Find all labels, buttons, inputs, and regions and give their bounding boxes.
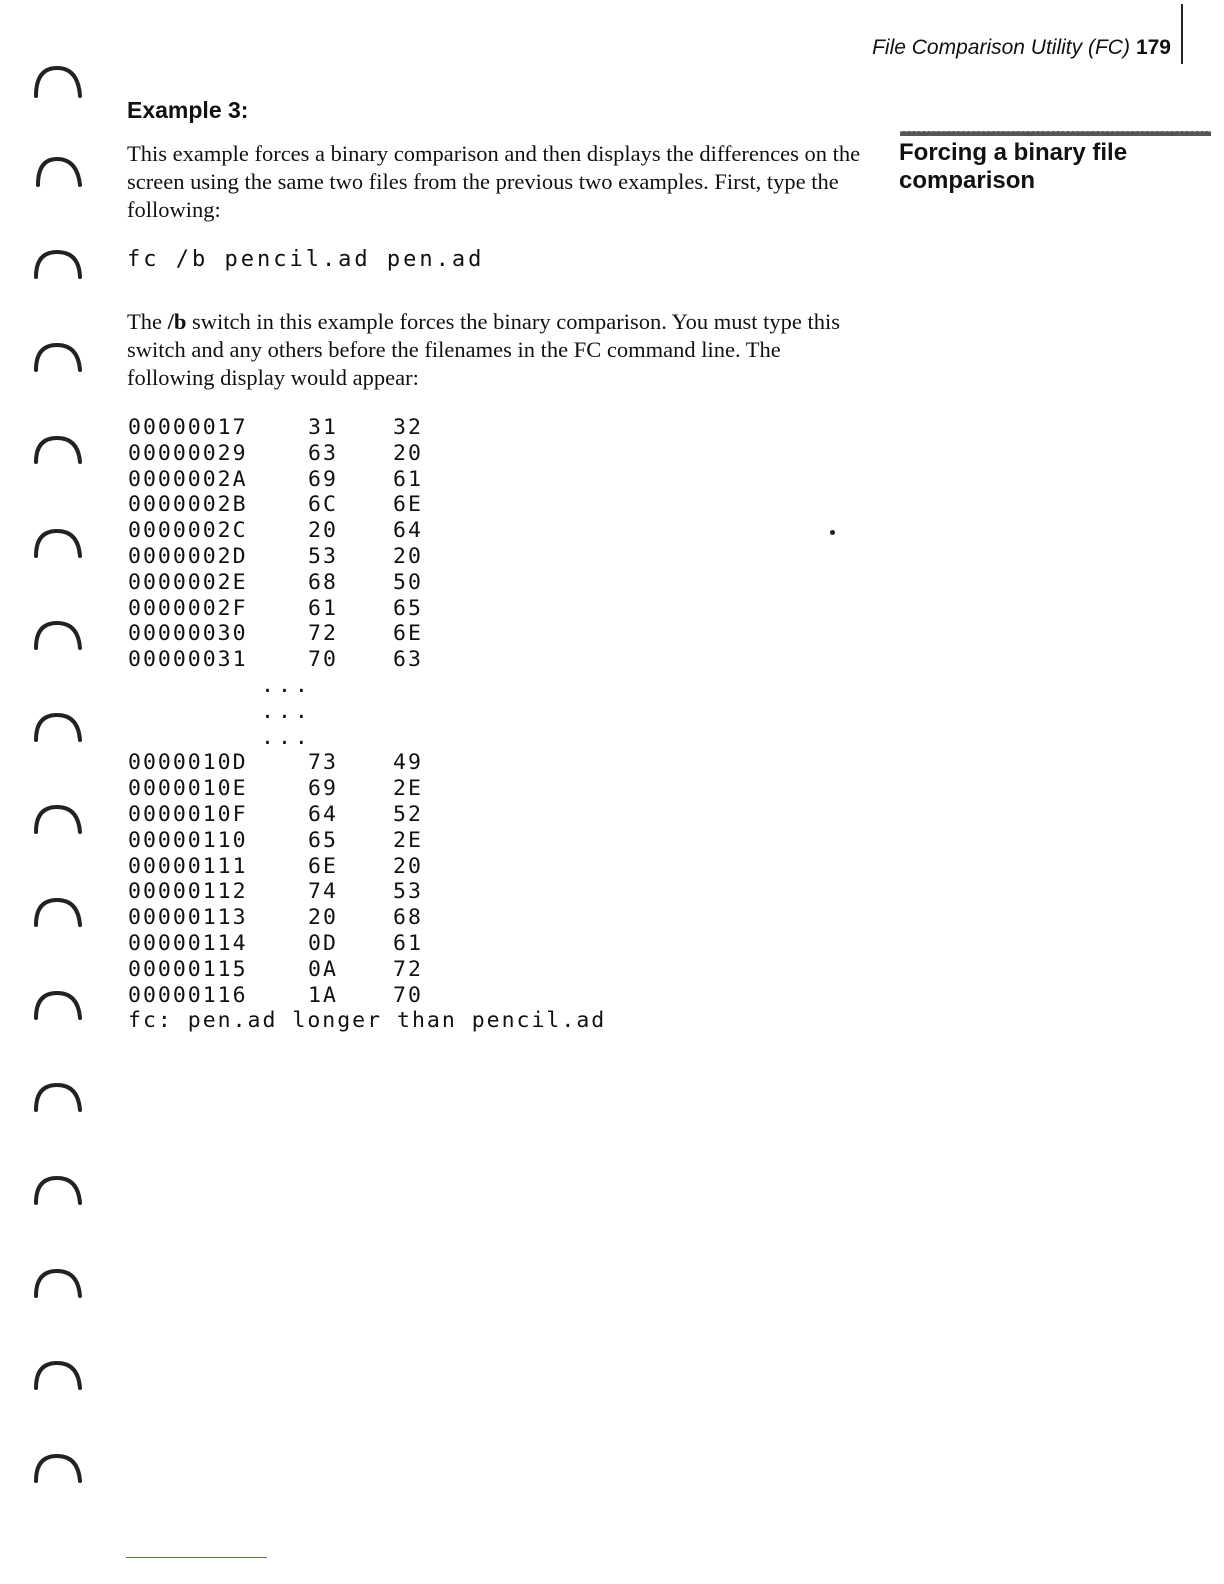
binder-hole-icon bbox=[36, 438, 80, 462]
byte-offset: 00000116 bbox=[128, 982, 248, 1008]
file2-byte: 2E bbox=[393, 827, 423, 853]
binder-hole-icon bbox=[36, 531, 80, 556]
dump-row bbox=[128, 931, 606, 957]
file1-byte: 69 bbox=[308, 776, 338, 802]
file2-byte: 63 bbox=[393, 647, 423, 673]
byte-offset: 0000010E bbox=[128, 776, 248, 802]
ellipsis: ... bbox=[261, 724, 312, 750]
file1-byte: 63 bbox=[308, 440, 338, 466]
binder-hole-icon bbox=[36, 1271, 80, 1296]
file1-byte: 0A bbox=[308, 956, 338, 982]
file2-byte: 65 bbox=[393, 595, 423, 621]
binder-hole-icon bbox=[36, 807, 80, 832]
dump-row bbox=[128, 441, 606, 467]
header-rule bbox=[1181, 4, 1183, 64]
side-heading: Forcing a binary file comparison bbox=[899, 139, 1128, 194]
page-number: 179 bbox=[1135, 36, 1171, 59]
file2-byte: 6E bbox=[393, 492, 423, 518]
byte-offset: 00000113 bbox=[128, 905, 248, 931]
dump-row bbox=[128, 570, 606, 596]
file2-byte: 2E bbox=[393, 776, 423, 802]
byte-offset: 0000002B bbox=[128, 492, 248, 518]
file1-byte: 20 bbox=[308, 905, 338, 931]
byte-offset: 00000110 bbox=[128, 827, 248, 853]
dump-row bbox=[128, 776, 606, 802]
byte-offset: 0000002F bbox=[128, 595, 248, 621]
byte-offset: 00000029 bbox=[128, 440, 248, 466]
binder-hole-icon bbox=[36, 252, 80, 277]
file1-byte: 6E bbox=[308, 853, 338, 879]
binder-hole-icon bbox=[36, 1178, 80, 1203]
running-header bbox=[872, 36, 1171, 60]
byte-offset: 00000017 bbox=[128, 415, 248, 440]
ellipsis: ... bbox=[261, 698, 312, 724]
footer-rule bbox=[126, 1557, 267, 1558]
file1-byte: 6C bbox=[308, 492, 338, 518]
byte-offset: 00000111 bbox=[128, 853, 248, 879]
file2-byte: 61 bbox=[393, 466, 423, 492]
file1-byte: 68 bbox=[308, 569, 338, 595]
binder-hole-icon bbox=[38, 159, 80, 185]
dump-row bbox=[128, 544, 606, 570]
byte-offset: 0000002E bbox=[128, 569, 248, 595]
dump-row bbox=[128, 750, 606, 776]
dump-row bbox=[128, 983, 606, 1009]
dump-row bbox=[128, 879, 606, 905]
binder-hole-icon bbox=[36, 715, 80, 740]
dump-row bbox=[128, 596, 606, 622]
dump-row bbox=[128, 854, 606, 880]
binder-hole-icon bbox=[36, 1456, 80, 1481]
file1-byte: 65 bbox=[308, 827, 338, 853]
switch-paragraph bbox=[127, 308, 867, 392]
file1-byte: 0D bbox=[308, 930, 338, 956]
byte-offset: 00000112 bbox=[128, 879, 248, 905]
file1-byte: 72 bbox=[308, 621, 338, 647]
binder-hole-icon bbox=[36, 345, 80, 370]
binder-hole-icon bbox=[36, 900, 80, 925]
byte-offset: 0000002C bbox=[128, 518, 248, 544]
file1-byte: 74 bbox=[308, 879, 338, 905]
header-title: File Comparison Utility (FC) bbox=[872, 36, 1130, 59]
dump-row bbox=[128, 802, 606, 828]
file1-byte: 70 bbox=[308, 647, 338, 673]
dump-row bbox=[128, 905, 606, 931]
byte-offset: 00000115 bbox=[128, 956, 248, 982]
byte-offset: 00000031 bbox=[128, 647, 248, 673]
stray-dot bbox=[830, 530, 835, 535]
file1-byte: 31 bbox=[308, 415, 338, 440]
file1-byte: 20 bbox=[308, 518, 338, 544]
file2-byte: 64 bbox=[393, 518, 423, 544]
byte-offset: 0000002D bbox=[128, 543, 248, 569]
command-line: fc /b pencil.ad pen.ad bbox=[127, 247, 485, 272]
dump-row bbox=[128, 828, 606, 854]
file2-byte: 32 bbox=[393, 415, 423, 440]
file2-byte: 50 bbox=[393, 569, 423, 595]
side-heading-rule bbox=[900, 131, 1211, 136]
file2-byte: 72 bbox=[393, 956, 423, 982]
byte-offset: 0000002A bbox=[128, 466, 248, 492]
file2-byte: 53 bbox=[393, 879, 423, 905]
para-text: The bbox=[127, 309, 168, 334]
dump-row bbox=[128, 415, 606, 441]
binder-hole-icon bbox=[36, 623, 80, 648]
dump-row bbox=[128, 647, 606, 673]
para-text: switch in this example forces the binary comparison. You must type this switch and any others before the filenames in the FC command line. The following display would appear: bbox=[127, 309, 841, 390]
binary-comparison-output bbox=[128, 415, 606, 1034]
file2-byte: 20 bbox=[393, 440, 423, 466]
dump-row bbox=[128, 518, 606, 544]
file1-byte: 53 bbox=[308, 543, 338, 569]
file1-byte: 61 bbox=[308, 595, 338, 621]
dump-row bbox=[128, 492, 606, 518]
file2-byte: 68 bbox=[393, 905, 423, 931]
file2-byte: 49 bbox=[393, 750, 423, 776]
file2-byte: 20 bbox=[393, 543, 423, 569]
dump-row bbox=[128, 467, 606, 493]
file2-byte: 61 bbox=[393, 930, 423, 956]
binder-hole-icon bbox=[36, 68, 80, 96]
file1-byte: 69 bbox=[308, 466, 338, 492]
file2-byte: 52 bbox=[393, 801, 423, 827]
binder-hole-icon bbox=[36, 1363, 80, 1388]
file1-byte: 1A bbox=[308, 982, 338, 1008]
binder-holes bbox=[0, 0, 100, 1584]
result-message: fc: pen.ad longer than pencil.ad bbox=[128, 1008, 607, 1034]
byte-offset: 00000114 bbox=[128, 930, 248, 956]
dump-row bbox=[128, 957, 606, 983]
binder-hole-icon bbox=[36, 1085, 80, 1110]
file2-byte: 6E bbox=[393, 621, 423, 647]
intro-paragraph: This example forces a binary comparison and then displays the differences on the screen using the same two files from the previous two examples. First, type the following: bbox=[127, 141, 861, 222]
byte-offset: 0000010D bbox=[128, 750, 248, 776]
ellipsis: ... bbox=[261, 672, 312, 698]
dump-row bbox=[128, 621, 606, 647]
file2-byte: 20 bbox=[393, 853, 423, 879]
file2-byte: 70 bbox=[393, 982, 423, 1008]
binder-hole-icon bbox=[36, 993, 80, 1018]
byte-offset: 00000030 bbox=[128, 621, 248, 647]
example-heading: Example 3: bbox=[127, 97, 249, 123]
byte-offset: 0000010F bbox=[128, 801, 248, 827]
switch-name: /b bbox=[167, 309, 187, 334]
file1-byte: 73 bbox=[308, 750, 338, 776]
file1-byte: 64 bbox=[308, 801, 338, 827]
